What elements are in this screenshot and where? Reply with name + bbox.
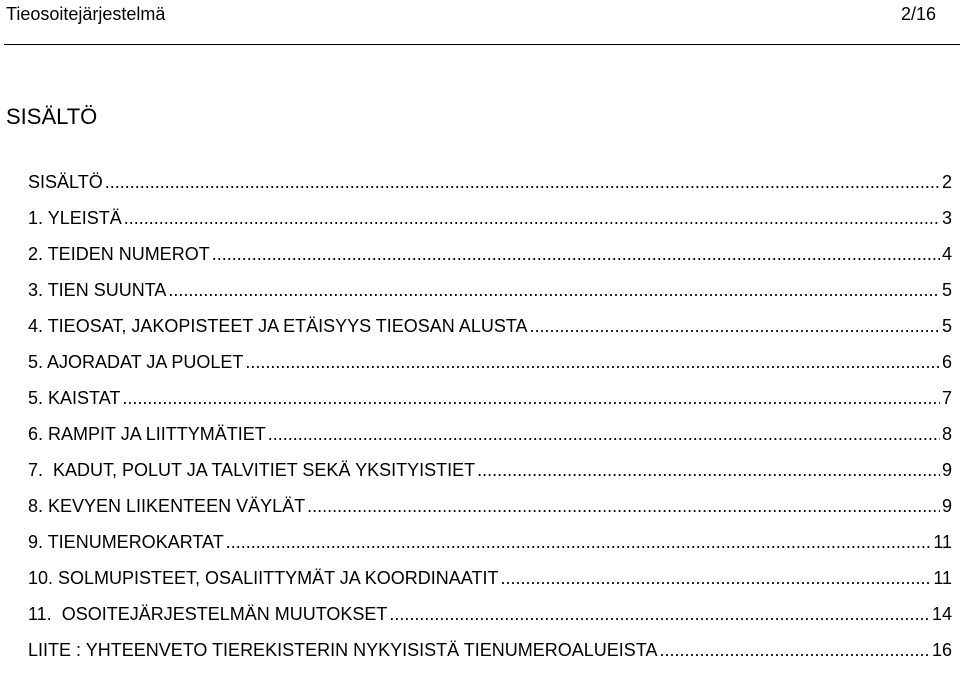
toc-dot-leader — [226, 532, 932, 552]
toc-dot-leader — [124, 208, 940, 228]
toc-entry-title: SISÄLTÖ — [28, 172, 103, 192]
toc-entry[interactable] — [28, 604, 952, 640]
toc-entry[interactable] — [28, 352, 952, 388]
toc-entry-title: 11. OSOITEJÄRJESTELMÄN MUUTOKSET — [28, 604, 388, 624]
toc-entry-page: 5 — [941, 316, 952, 336]
page-header — [0, 0, 960, 46]
toc-entry-title: 8. KEVYEN LIIKENTEEN VÄYLÄT — [28, 496, 306, 516]
toc-entry-page: 11 — [933, 532, 952, 552]
toc-entry-page: 9 — [941, 496, 952, 516]
toc-entry-title: 5. KAISTAT — [28, 388, 121, 408]
toc-entry-title: 4. TIEOSAT, JAKOPISTEET JA ETÄISYYS TIEOSAN ALUSTA — [28, 316, 528, 336]
toc-dot-leader — [122, 388, 940, 408]
toc-entry[interactable] — [28, 388, 952, 424]
toc-heading: SISÄLTÖ — [6, 104, 98, 129]
toc-entry[interactable] — [28, 496, 952, 532]
toc-entry[interactable] — [28, 208, 952, 244]
toc-dot-leader — [389, 604, 930, 624]
toc-entry[interactable] — [28, 424, 952, 460]
toc-entry[interactable] — [28, 172, 952, 208]
toc-entry-page: 14 — [931, 604, 952, 624]
toc-entry-page: 7 — [941, 388, 952, 408]
toc-dot-leader — [530, 316, 940, 336]
toc-entry-page: 8 — [941, 424, 952, 444]
header-divider — [4, 44, 960, 45]
toc-entry[interactable] — [28, 640, 952, 676]
toc-entry-title: 10. SOLMUPISTEET, OSALIITTYMÄT JA KOORDINAATIT — [28, 568, 499, 588]
toc-entry[interactable] — [28, 568, 952, 604]
toc-entry-page: 5 — [941, 280, 952, 300]
toc-dot-leader — [168, 280, 940, 300]
toc-entry-title: 1. YLEISTÄ — [28, 208, 122, 228]
page-number: 2/16 — [900, 4, 936, 24]
toc-entry[interactable] — [28, 244, 952, 280]
toc-entry-title: 6. RAMPIT JA LIITTYMÄTIET — [28, 424, 266, 444]
toc-entry-page: 9 — [941, 460, 952, 480]
toc-entry-title: 7. KADUT, POLUT JA TALVITIET SEKÄ YKSITYISTIET — [28, 460, 476, 480]
toc-dot-leader — [477, 460, 940, 480]
toc-entry-page: 3 — [941, 208, 952, 228]
toc-entry[interactable] — [28, 532, 952, 568]
toc-entry-page: 16 — [931, 640, 952, 660]
toc-entry[interactable] — [28, 460, 952, 496]
toc-dot-leader — [212, 244, 940, 264]
toc-entry[interactable] — [28, 316, 952, 352]
toc-entry-page: 6 — [941, 352, 952, 372]
toc-entry-title: 9. TIENUMEROKARTAT — [28, 532, 224, 552]
toc-entry-title: LIITE : YHTEENVETO TIEREKISTERIN NYKYISISTÄ TIENUMEROALUEISTA — [28, 640, 658, 660]
toc-entry-page: 2 — [941, 172, 952, 192]
toc-entry[interactable] — [28, 280, 952, 316]
toc-dot-leader — [268, 424, 940, 444]
toc-entry-title: 3. TIEN SUUNTA — [28, 280, 167, 300]
toc-entry-page: 4 — [941, 244, 952, 264]
toc-dot-leader — [500, 568, 931, 588]
table-of-contents — [28, 172, 952, 676]
toc-entry-page: 11 — [933, 568, 952, 588]
toc-dot-leader — [105, 172, 940, 192]
toc-dot-leader — [245, 352, 940, 372]
toc-dot-leader — [659, 640, 929, 660]
document-title: Tieosoitejärjestelmä — [6, 4, 166, 24]
toc-dot-leader — [307, 496, 940, 516]
toc-entry-title: 2. TEIDEN NUMEROT — [28, 244, 210, 264]
toc-entry-title: 5. AJORADAT JA PUOLET — [28, 352, 244, 372]
